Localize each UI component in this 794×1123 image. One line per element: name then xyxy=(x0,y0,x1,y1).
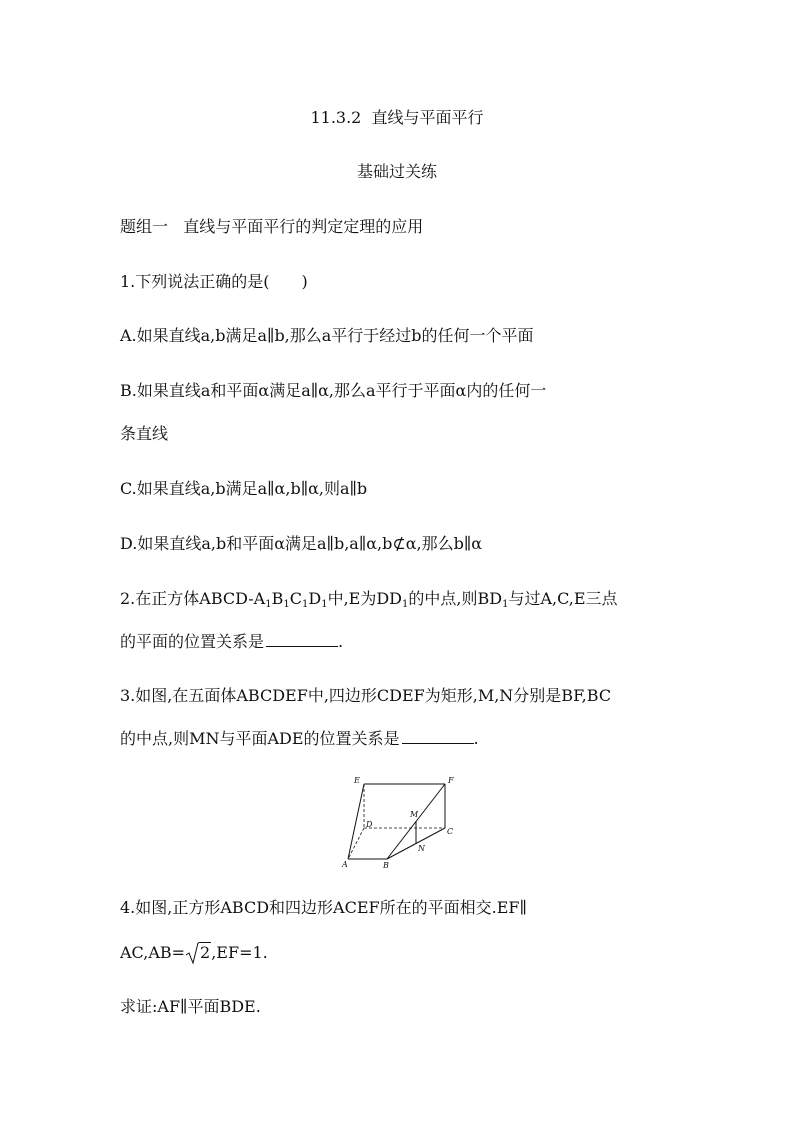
square-root xyxy=(185,943,211,963)
page-header xyxy=(0,108,794,128)
q4-line3: 求证:AF∥平面BDE. xyxy=(120,997,261,1016)
q2-text: 中,E为DD xyxy=(327,589,402,608)
q4-text: AC,AB= xyxy=(120,943,186,962)
hidden-edge-da xyxy=(348,828,364,859)
subscript: 1 xyxy=(265,599,272,610)
label-b: B xyxy=(383,861,389,870)
subscript: 1 xyxy=(321,599,328,610)
group-heading xyxy=(120,217,423,237)
q3-text: 的中点,则MN与平面ADE的位置关系是 xyxy=(120,729,400,748)
label-c: C xyxy=(447,827,454,836)
q2-text: 与过A,C,E三点 xyxy=(508,589,618,608)
subscript: 1 xyxy=(283,599,290,610)
q1-option-c: C.如果直线a,b满足a∥α,b∥α,则a∥b xyxy=(120,479,368,498)
q2-line2 xyxy=(120,632,343,652)
page-subtitle: 基础过关练 xyxy=(356,162,437,181)
q2-period: . xyxy=(338,632,344,651)
q4-text: ,EF=1. xyxy=(211,943,268,962)
q1-option-b-line1: B.如果直线a和平面α满足a∥α,那么a平行于平面α内的任何一 xyxy=(120,381,547,400)
label-a: A xyxy=(342,860,348,869)
q1-option-b-line2: 条直线 xyxy=(120,424,169,443)
page-title: 直线与平面平行 xyxy=(371,108,484,127)
answer-blank[interactable] xyxy=(266,632,338,647)
q2-text: D xyxy=(308,589,322,608)
q1-stem: 1.下列说法正确的是( ) xyxy=(120,272,308,291)
q1-option-d: D.如果直线a,b和平面α满足a∥b,a∥α,b⊄α,那么b∥α xyxy=(120,534,483,553)
q3-period: . xyxy=(473,729,479,748)
answer-blank[interactable] xyxy=(402,729,474,744)
label-e: E xyxy=(354,776,360,785)
q2-text: 的平面的位置关系是 xyxy=(120,632,265,651)
label-n: N xyxy=(418,844,425,853)
q4-line1: 4.如图,正方形ABCD和四边形ACEF所在的平面相交.EF∥ xyxy=(120,898,527,917)
edge-ea xyxy=(348,784,364,859)
q3-line1: 3.如图,在五面体ABCDEF中,四边形CDEF为矩形,M,N分别是BF,BC xyxy=(120,686,612,705)
group-label: 题组一 xyxy=(120,217,169,236)
q4-line2 xyxy=(120,943,268,963)
group-title: 直线与平面平行的判定定理的应用 xyxy=(183,217,424,236)
subscript: 1 xyxy=(502,599,509,610)
label-f: F xyxy=(448,776,454,785)
q2-text: 的中点,则BD xyxy=(408,589,503,608)
section-number: 11.3.2 xyxy=(310,108,362,127)
radicand: 2 xyxy=(200,943,211,962)
subscript: 1 xyxy=(301,599,309,610)
q2-text: B xyxy=(271,589,284,608)
label-d: D xyxy=(366,820,373,829)
pentahedron-figure xyxy=(337,772,461,872)
label-m: M xyxy=(410,810,419,819)
q1-option-a: A.如果直线a,b满足a∥b,那么a平行于经过b的任何一个平面 xyxy=(120,326,534,345)
q2-line1 xyxy=(120,589,618,609)
q3-line2 xyxy=(120,729,479,749)
subscript: 1 xyxy=(402,599,409,610)
q2-text: 2.在正方体ABCD-A xyxy=(120,589,266,608)
radical-sign xyxy=(185,941,199,965)
q2-text: C xyxy=(289,589,302,608)
